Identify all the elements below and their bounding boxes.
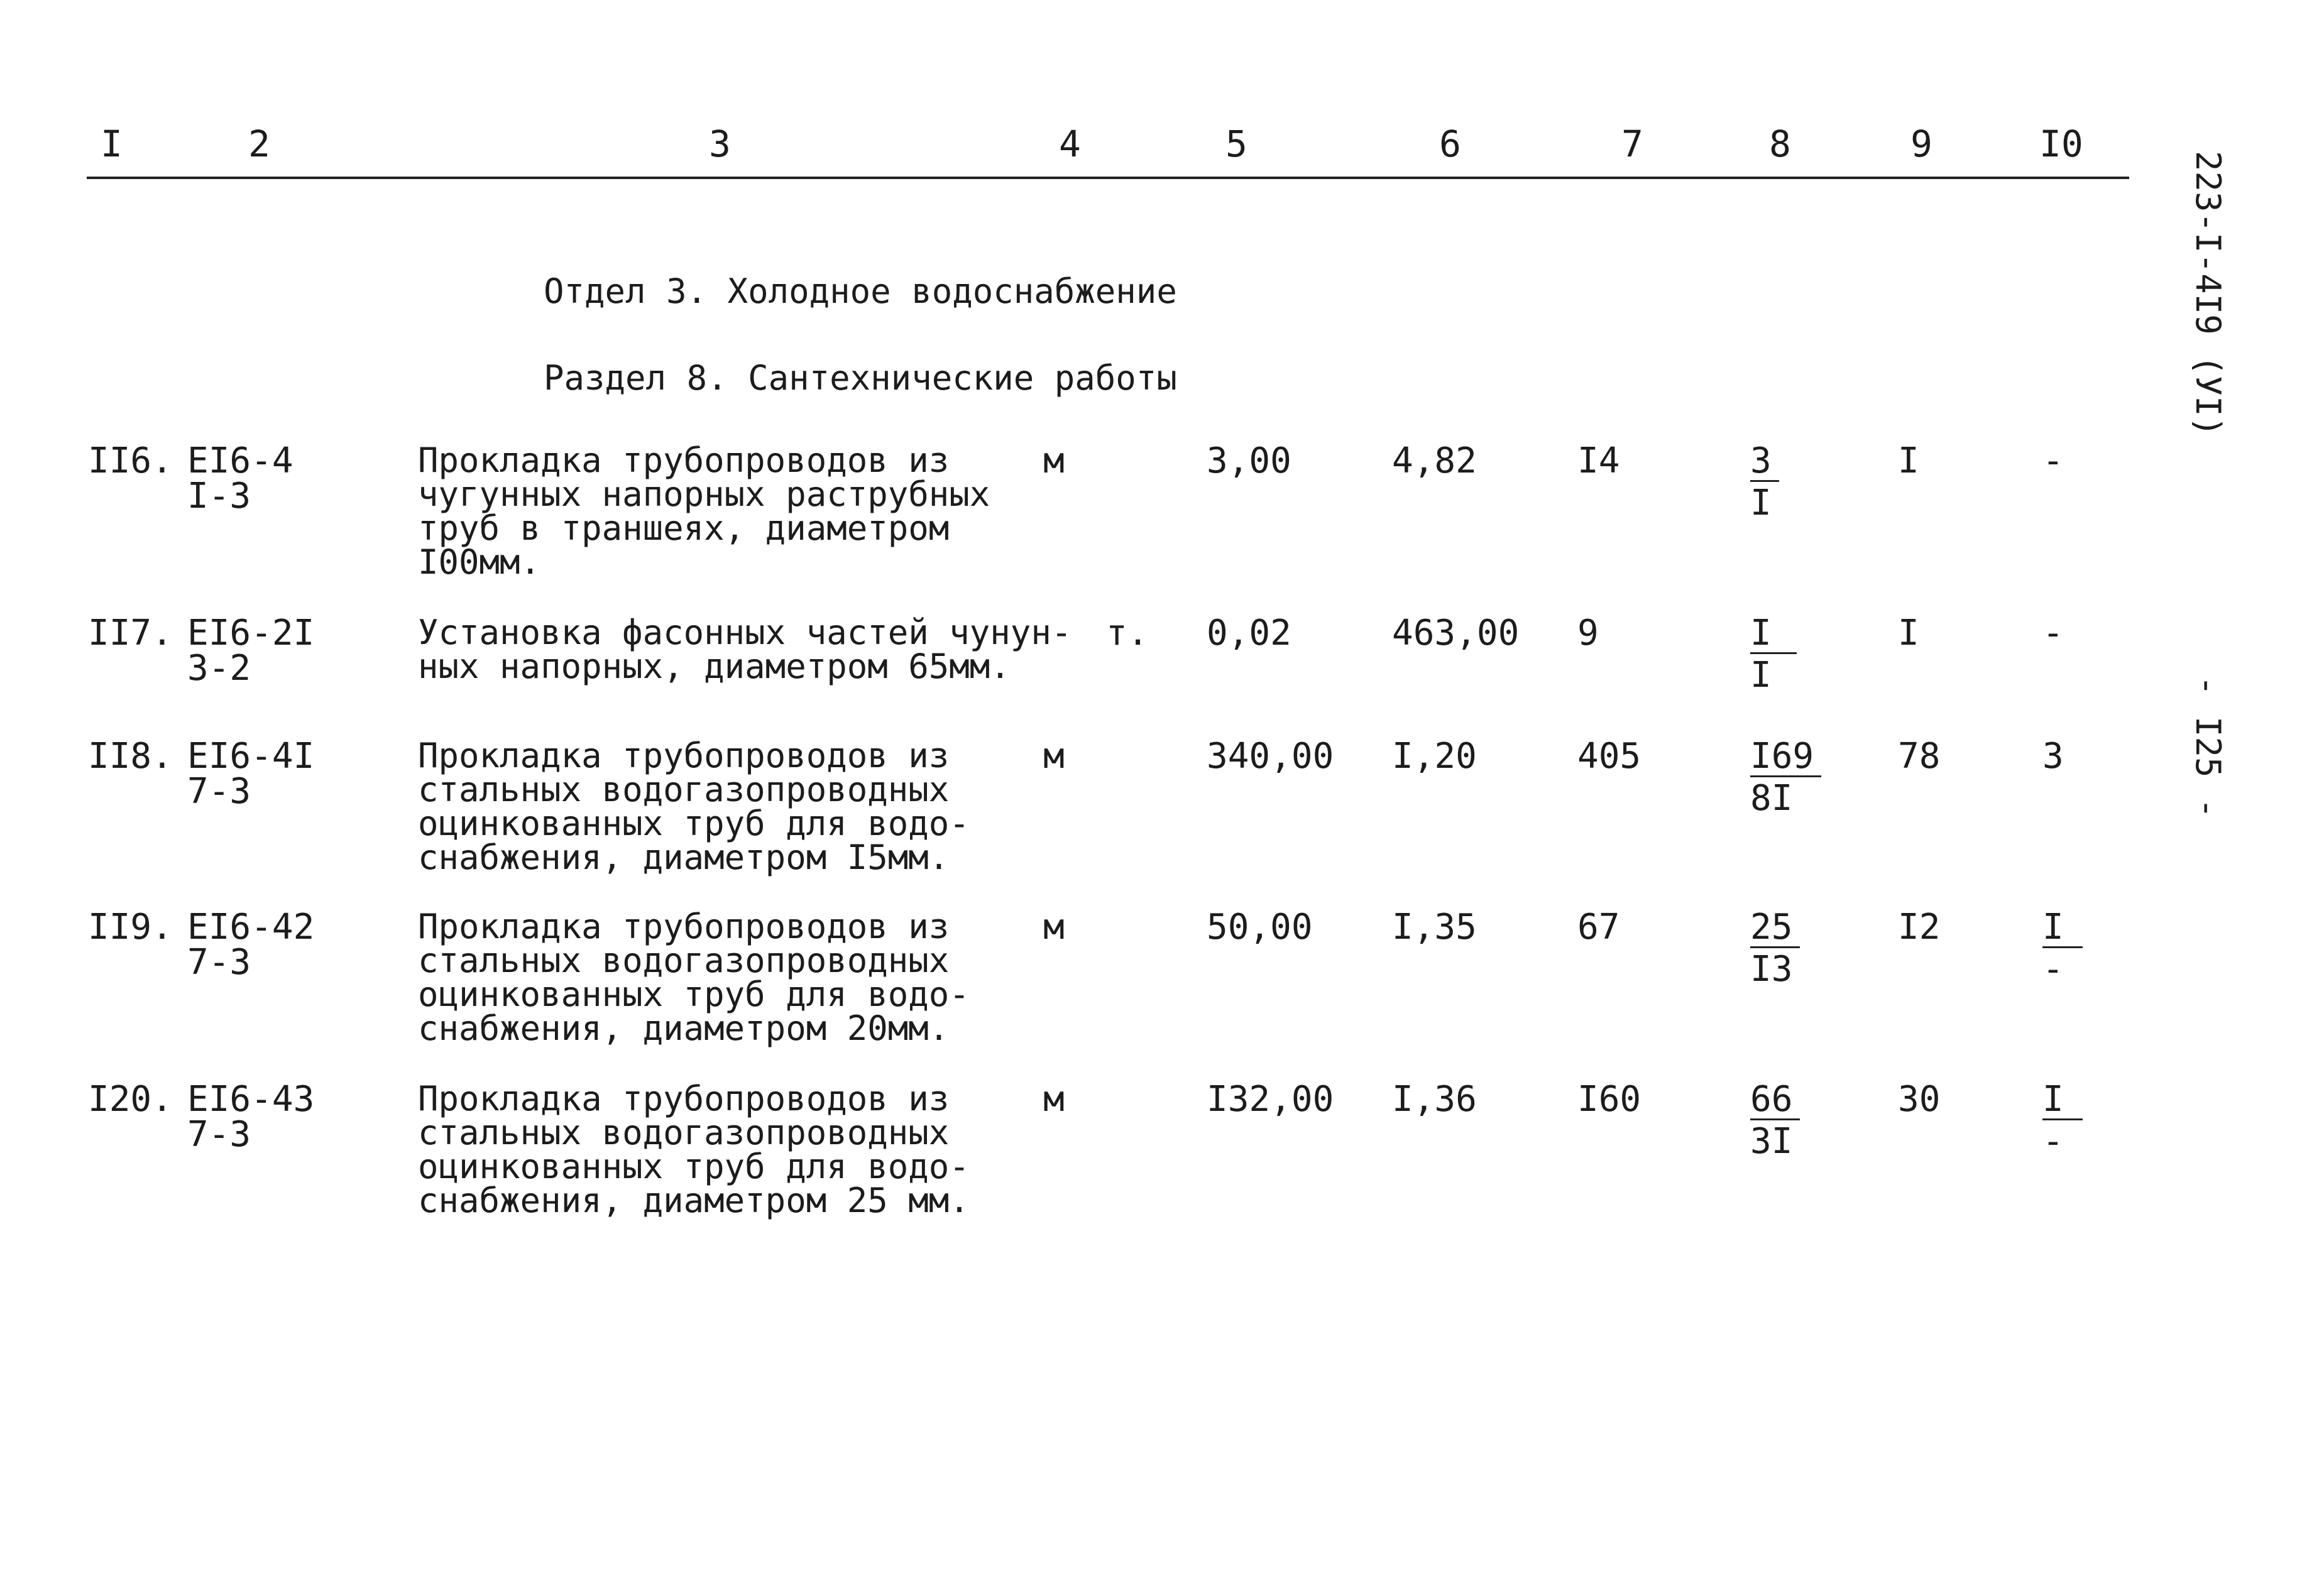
quantity: 340,00 (1207, 736, 1334, 777)
column-10-top: - (2042, 613, 2064, 653)
column-header-4: 4 (1059, 123, 1081, 165)
column-10-bottom: - (2042, 1121, 2064, 1162)
column-header-10: I0 (2039, 123, 2083, 165)
document-code-label: 223-I-4I9 (УI) (2188, 151, 2228, 437)
quantity: 3,00 (1207, 440, 1291, 481)
description-line: снабжения, диаметром 25 мм. (418, 1181, 970, 1220)
department-heading: Отдел 3. Холодное водоснабжение (544, 271, 1177, 311)
fraction-numerator: I69 (1750, 739, 1821, 777)
description-line: снабжения, диаметром 20мм. (418, 1008, 950, 1048)
fraction-value (1750, 907, 1800, 990)
fraction-denominator: I (1750, 483, 1772, 523)
description-line: оцинкованных труб для водо- (418, 804, 970, 843)
subsection-heading: Раздел 8. Сантехнические работы (544, 358, 1177, 398)
description-line: Прокладка трубопроводов из (418, 440, 950, 480)
row-number: II6. (88, 440, 173, 481)
unit-value: I,20 (1392, 736, 1477, 777)
unit-value: I,36 (1392, 1079, 1477, 1120)
unit: м (1043, 1079, 1065, 1120)
norm-code-line: EI6-42 (187, 907, 315, 948)
unit: т. (1106, 613, 1149, 653)
total-value: 9 (1577, 613, 1599, 653)
unit: м (1043, 907, 1065, 948)
column-header-9: 9 (1910, 123, 1932, 165)
description-line: Прокладка трубопроводов из (418, 1079, 950, 1118)
fraction-value (1750, 613, 1797, 696)
total-value: 405 (1577, 736, 1642, 777)
norm-code-line: EI6-43 (187, 1079, 315, 1120)
fraction-numerator: I (1750, 616, 1797, 654)
norm-code (187, 736, 315, 812)
fraction-denominator: I (1750, 655, 1772, 696)
description-line: стальных водогазопроводных (418, 770, 950, 809)
column-header-3: 3 (709, 123, 731, 165)
header-rule (87, 177, 2129, 179)
description-line: Прокладка трубопроводов из (418, 907, 950, 946)
description-line: стальных водогазопроводных (418, 941, 950, 980)
unit-value: 463,00 (1392, 613, 1520, 653)
column-header-2: 2 (248, 123, 270, 165)
fraction-denominator: 3I (1750, 1121, 1793, 1162)
norm-code (187, 440, 293, 517)
column-10-value (2042, 440, 2064, 481)
fraction-numerator: 3 (1750, 444, 1779, 482)
column-9-value: I (1898, 613, 1919, 653)
norm-code-line: 7-3 (187, 942, 251, 983)
quantity: 0,02 (1207, 613, 1291, 653)
total-value: I4 (1577, 440, 1620, 481)
work-description (418, 736, 970, 877)
fraction-value (1750, 736, 1821, 819)
row-number: II8. (88, 736, 173, 777)
row-number: I20. (88, 1079, 173, 1120)
fraction-denominator: 8I (1750, 778, 1793, 819)
unit-value: 4,82 (1392, 440, 1477, 481)
norm-code-line: EI6-4 (187, 440, 293, 481)
work-description (418, 440, 990, 582)
column-10-top: I (2042, 1082, 2083, 1120)
description-line: оцинкованных труб для водо- (418, 1147, 970, 1186)
column-header-1: I (101, 123, 123, 165)
norm-code (187, 613, 315, 689)
description-line: ных напорных, диаметром 65мм. (418, 647, 1011, 686)
description-line: I00мм. (418, 542, 541, 582)
column-10-top: I (2042, 910, 2083, 948)
fraction-denominator: I3 (1750, 949, 1793, 990)
fraction-value (1750, 1079, 1800, 1162)
fraction-numerator: 66 (1750, 1082, 1800, 1120)
norm-code-line: EI6-4I (187, 736, 315, 777)
column-10-bottom: - (2042, 949, 2064, 990)
column-10-top: - (2042, 440, 2064, 481)
work-description (418, 613, 1072, 686)
row-number: II7. (88, 613, 173, 653)
description-line: снабжения, диаметром I5мм. (418, 838, 950, 877)
unit: м (1043, 736, 1065, 777)
norm-code (187, 1079, 315, 1155)
total-value: I60 (1577, 1079, 1642, 1120)
unit: м (1043, 440, 1065, 481)
norm-code-line: 7-3 (187, 771, 251, 812)
fraction-numerator: 25 (1750, 910, 1800, 948)
description-line: стальных водогазопроводных (418, 1113, 950, 1152)
norm-code-line: EI6-2I (187, 613, 315, 653)
work-description (418, 1079, 970, 1220)
column-10-value (2042, 613, 2064, 653)
description-line: Установка фасонных частей чунун- (418, 613, 1072, 652)
column-9-value: 78 (1898, 736, 1941, 777)
column-10-value (2042, 736, 2064, 777)
work-description (418, 907, 970, 1048)
column-9-value: 30 (1898, 1079, 1941, 1120)
page-number-label: - I25 - (2188, 675, 2228, 819)
column-10-top: 3 (2042, 736, 2064, 777)
column-9-value: I2 (1898, 907, 1941, 948)
unit-value: I,35 (1392, 907, 1477, 948)
description-line: труб в траншеях, диаметром (418, 508, 950, 548)
quantity: 50,00 (1207, 907, 1313, 948)
description-line: Прокладка трубопроводов из (418, 736, 950, 775)
column-9-value: I (1898, 440, 1919, 481)
column-header-5: 5 (1225, 123, 1247, 165)
column-10-value (2042, 907, 2083, 990)
column-header-6: 6 (1439, 123, 1461, 165)
quantity: I32,00 (1207, 1079, 1334, 1120)
column-header-7: 7 (1621, 123, 1643, 165)
norm-code-line: 7-3 (187, 1114, 251, 1155)
description-line: оцинкованных труб для водо- (418, 975, 970, 1014)
fraction-value (1750, 440, 1779, 523)
row-number: II9. (88, 907, 173, 948)
description-line: чугунных напорных раструбных (418, 474, 990, 514)
column-10-value (2042, 1079, 2083, 1162)
norm-code-line: I-3 (187, 476, 251, 517)
total-value: 67 (1577, 907, 1620, 948)
column-header-8: 8 (1769, 123, 1791, 165)
norm-code (187, 907, 315, 983)
norm-code-line: 3-2 (187, 648, 251, 689)
